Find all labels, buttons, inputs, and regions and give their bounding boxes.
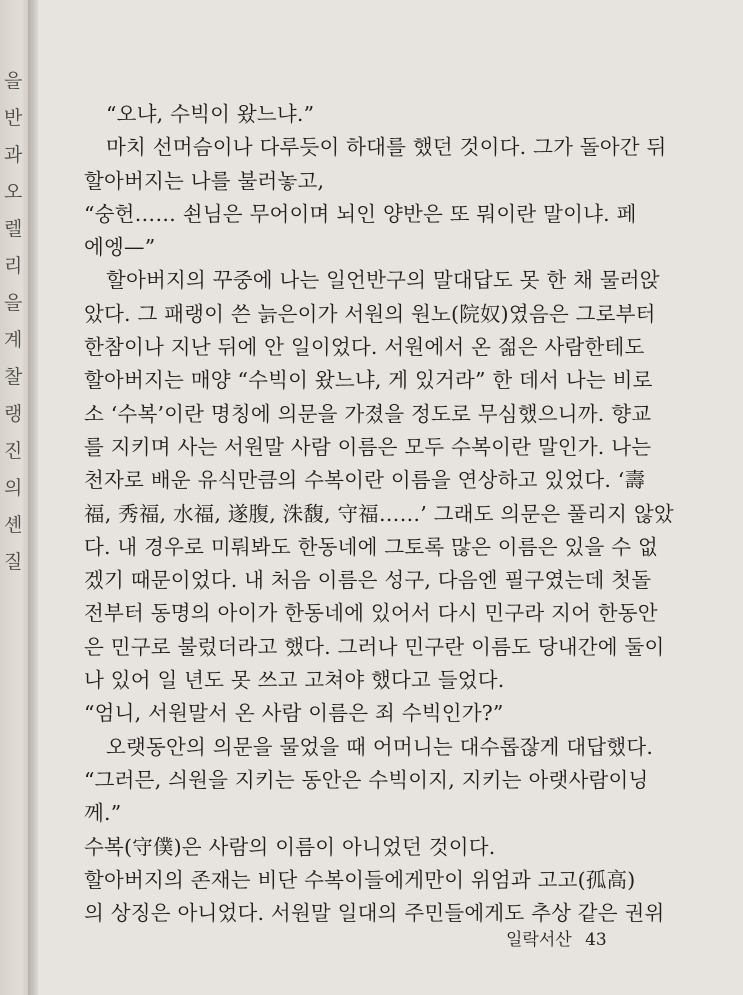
text-line: 천자로 배운 유식만큼의 수복이란 이름을 연상하고 있었다. ‘壽 xyxy=(84,468,646,493)
text-line: 았다. 그 패랭이 쓴 늙은이가 서원의 원노(院奴)였음은 그로부터 xyxy=(84,301,656,326)
text-line: 를 지키며 사는 서원말 사람 이름은 모두 수복이란 말인가. 나는 xyxy=(84,434,652,459)
text-line: 에엥—” xyxy=(84,235,156,260)
facing-char: 랭 xyxy=(4,403,23,425)
text-line: 전부터 동명의 아이가 한동네에 있어서 다시 민구라 지어 한동안 xyxy=(84,601,658,626)
text-line: 할아버지의 존재는 비단 수복이들에게만이 위엄과 고고(孤高) xyxy=(84,867,636,892)
text-line: 할아버지는 나를 불러놓고, xyxy=(84,168,325,193)
text-line: 은 민구로 불렀더라고 했다. 그러나 민구란 이름도 당내간에 둘이 xyxy=(84,634,665,659)
facing-char: 셴 xyxy=(4,514,23,536)
facing-char: 을 xyxy=(4,70,23,92)
facing-char: 렐 xyxy=(4,218,23,240)
facing-char: 진 xyxy=(4,440,23,462)
text-line: 할아버지의 꾸중에 나는 일언반구의 말대답도 못 한 채 물러앉 xyxy=(106,268,660,293)
text-line: 나 있어 일 년도 못 쓰고 고쳐야 했다고 들었다. xyxy=(84,668,505,693)
facing-char: 반 xyxy=(4,107,23,129)
facing-char: 과 xyxy=(4,144,23,166)
facing-char: 의 xyxy=(4,477,23,499)
facing-char: 찰 xyxy=(4,366,23,388)
text-line: “오냐, 수빅이 왔느냐.” xyxy=(106,102,315,126)
facing-char: 계 xyxy=(4,329,23,351)
facing-char: 리 xyxy=(4,255,23,277)
text-line: 소 ‘수복’이란 명칭에 의문을 가졌을 정도로 무심했으니까. 향교 xyxy=(84,401,652,426)
text-line: 福, 秀福, 水福, 遂腹, 洙馥, 守福……’ 그래도 의문은 풀리지 않았 xyxy=(84,501,674,526)
facing-page-edge xyxy=(0,0,30,995)
facing-char: 오 xyxy=(4,181,23,203)
text-line: “그러믄, 싀원을 지키는 동안은 수빅이지, 지키는 아랫사람이닝 xyxy=(84,767,649,792)
text-line: 다. 내 경우로 미뤄봐도 한동네에 그토록 많은 이름은 있을 수 없 xyxy=(84,534,658,559)
page-number: 43 xyxy=(585,930,607,950)
text-line: 마치 선머슴이나 다루듯이 하대를 했던 것이다. 그가 돌아간 뒤 xyxy=(106,135,667,160)
running-title: 일락서산 xyxy=(506,930,572,950)
text-line: 께.” xyxy=(84,801,122,826)
facing-char: 질 xyxy=(4,551,23,573)
book-gutter xyxy=(28,0,38,995)
page-footer xyxy=(506,925,607,950)
text-line: 오랫동안의 의문을 물었을 때 어머니는 대수롭잖게 대답했다. xyxy=(106,734,654,759)
page-body xyxy=(84,98,704,930)
text-line: “엄니, 서원말서 온 사람 이름은 죄 수빅인가?” xyxy=(84,701,504,726)
facing-char: 을 xyxy=(4,292,23,314)
text-line: 한참이나 지난 뒤에 안 일이었다. 서원에서 온 젊은 사람한테도 xyxy=(84,335,645,360)
show-through-text: ㅤ xyxy=(380,116,398,137)
text-line: 할아버지는 매양 “수빅이 왔느냐, 게 있거라” 한 데서 나는 비로 xyxy=(84,368,653,393)
facing-page-text xyxy=(4,68,26,575)
text-line: 겠기 때문이었다. 내 처음 이름은 성구, 다음엔 필구였는데 첫돌 xyxy=(84,568,652,593)
text-line: “숭헌…… 쇤님은 무어이며 뇌인 양반은 또 뭐이란 말이냐. 페 xyxy=(84,201,637,226)
text-line: 의 상징은 아니었다. 서원말 일대의 주민들에게도 추상 같은 권위 xyxy=(84,901,665,926)
text-line: 수복(守僕)은 사람의 이름이 아니었던 것이다. xyxy=(84,834,496,859)
